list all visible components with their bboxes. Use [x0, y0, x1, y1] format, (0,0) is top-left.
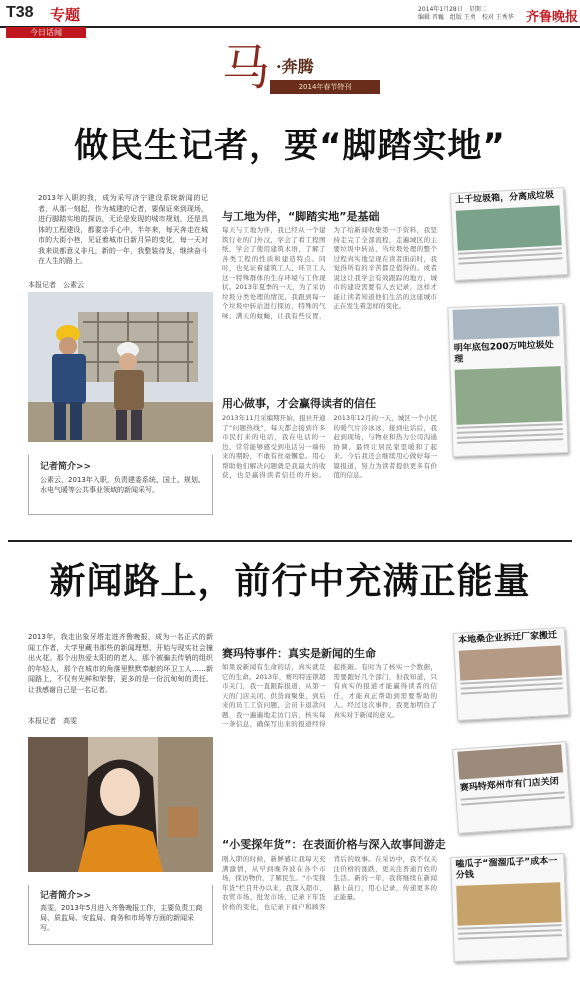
clipping-photo-icon	[457, 744, 563, 779]
clipping-title: 赛玛特郑州市有门店关闭	[459, 776, 560, 794]
clipping-text-lines	[457, 423, 564, 444]
horse-calligraphy-icon: 马	[222, 40, 271, 96]
story2-body-2: 刚入职的时候，新鲜感让我每天充满激情，从早到晚奔波在各个市场，探访物价，了解民生。“小雯探年货”栏目开办以来，我深入超市、农贸市场、批发市场，记录下年货价格的变化，也记录下商户和顾客背后的故事。在采访中，我不仅关注价格的涨跌，更关注普通百姓的生活。新的一年，我将继续在新闻路上前行，用心记录，传递更多的正能量。	[222, 855, 437, 911]
clipping-text-lines	[458, 924, 562, 940]
story1-byline: 本报记者 公素云	[28, 281, 84, 289]
clipping-photo-icon	[459, 645, 562, 680]
story2-photo	[28, 737, 213, 872]
newspaper-clipping	[450, 187, 568, 281]
clipping-photo-icon	[455, 366, 563, 425]
issue-date: 2014年1月28日 星期二	[418, 6, 487, 13]
subsection-tag: 今日话闻	[6, 27, 86, 38]
story-divider	[8, 540, 572, 542]
story1-headline: 做民生记者，要“脚踏实地”	[74, 126, 506, 166]
clipping-title: 明年底包200万吨垃圾处理	[453, 340, 554, 365]
banner-title: ·奔腾	[276, 57, 314, 76]
issue-editors: 编辑 晋巍 组版 王勇 校对 王秀华	[418, 14, 514, 21]
story1-subhead-2: 用心做事，才会赢得读者的信任	[222, 397, 376, 410]
story2-bio-title: 记者简介>>	[40, 891, 92, 901]
story2-body-1: 如果说新闻有生命的话，真实就是它的生命。2013年，赛玛特连锁超市关门，我一直跟踪报道，从第一天的门店关闭、供货商聚集，到后来的员工工资问题、会员卡退款问题，我一遍遍地走访门店，核实每一条信息，确保写出来的报道经得起推敲。有时为了核实一个数据，需要跑好几个部门，但我知道，只有真实的报道才能赢得读者的信任，才能真正帮助到需要帮助的人。经过这次事件，我更加明白了真实对于新闻的意义。	[222, 663, 437, 728]
story2-bio-text: 高雯，2013年5月进入齐鲁晚报工作，主要负责工商局、质监局、安监局、商务和市场等方面的新闻采写。	[40, 904, 203, 932]
story1-intro: 2013年入职的我，成为采写济宁建设系统新闻的记者，从那一刻起，作为城建的记者，要保证来到现场，进行脚踏实地的探访，无论是发现的城市规划，还是具体的工程建设，都要亲手心中，半年来，每天奔走在城市的大街小巷，见证着城市日新月异的变化，每一天对我来说都意义非凡，新的一年，我整装待发，继续奋斗在人生的路上。	[38, 194, 208, 265]
story2-byline: 本报记者 高雯	[28, 717, 77, 725]
newspaper-clipping	[447, 303, 568, 457]
construction-photo-icon	[28, 292, 213, 442]
story1-bio-text: 公素云，2013年入职，负责建委系统、国土、规划、水电气暖等公共事业领域的新闻采写。	[40, 476, 205, 494]
portrait-photo-icon	[28, 737, 213, 872]
clipping-title: 上千垃圾箱，分离成垃圾	[454, 190, 555, 206]
section-title: 专题	[50, 6, 81, 24]
story2-intro: 2013年，我走出象牙塔走进齐鲁晚报，成为一名正式的新闻工作者，大学里藏书那些的新闻理想，开始与现实社会撞出火花。那个出热爱太阳的的老人，那个被骗去传销的组织的年轻人，那个在城市的角落里默默奉献的环卫工人……新闻路上，不仅有光鲜和荣誉，更多的是一份沉甸甸的责任，让我感谢自己是一名记者。	[28, 633, 213, 694]
story1-bio-title: 记者简介>>	[40, 462, 92, 472]
clipping-text-lines	[460, 677, 562, 694]
clipping-title: 本地桑企业拆迁厂家搬迁	[457, 630, 558, 646]
clipping-photo-icon	[456, 205, 562, 250]
story1-body-1: 每天与工地为伴，我已经从一个建筑行业的门外汉，学会了看工程图纸，学会了使用建筑术语，了解了各类工程的性质和建造特点。同时，也见证着建筑工人、环卫工人这一特殊群体的生存环境与工作现状。2013年夏季的一天，为了采访垃圾分类处理的情况，我跟到每一个垃圾中转站进行探访，特殊的气味、满天的蚊蝇，让我有些反胃，为了给新闻收集第一手资料，我坚持走完了全部流程，走遍城区的主要垃圾中转站，当垃圾处理的整个过程真实地呈现在读者面前时，我觉得所有的辛苦都是值得的。或者说这让我学会有效跟踪的地方，城市的建设需要有人去记录，这样才能让读者知道他们生活的这座城市正在发生着怎样的变化。	[222, 226, 437, 320]
story2-subhead-1: 赛玛特事件：真实是新闻的生命	[222, 647, 376, 660]
clipping-photo-icon	[453, 306, 560, 340]
page-number: T38	[6, 4, 34, 21]
issue-meta	[418, 6, 518, 22]
clipping-title: 嗑瓜子“溜溜瓜子”成本一分钱	[455, 856, 558, 881]
newspaper-clipping	[450, 853, 568, 962]
story1-photo	[28, 292, 213, 442]
newspaper-logo: 齐鲁晚报	[526, 10, 579, 25]
story1-subhead-1: 与工地为伴，“脚踏实地”是基础	[222, 210, 380, 223]
story1-body-2: 2013年11月采编期开始，报社开通了“问题热线”，每天都会接到许多市民打来的电话，我在电话的一边，常常能够感受到电话另一端传来的期盼，不敢有丝毫懈怠。用心帮助他们解决问题就是我最大的收获，也是赢得读者信任的开始。2013年12月的一天，城区一个小区的暖气片冷冰冰，接到电话后，我赶到现场，与物业和热力公司沟通协调，最终让居民家里暖和了起来。今后我还会继续用心做好每一篇报道，努力为读者提供更多有价值的信息。	[222, 414, 437, 479]
story2-headline: 新闻路上，前行中充满正能量	[49, 561, 531, 602]
banner-subtitle: 2014年春节特刊	[270, 80, 380, 94]
newspaper-clipping	[452, 741, 572, 834]
story2-subhead-2: “小雯探年货”：在表面价格与深入故事间游走	[222, 838, 446, 851]
clipping-photo-icon	[456, 882, 561, 926]
newspaper-clipping	[453, 627, 569, 721]
